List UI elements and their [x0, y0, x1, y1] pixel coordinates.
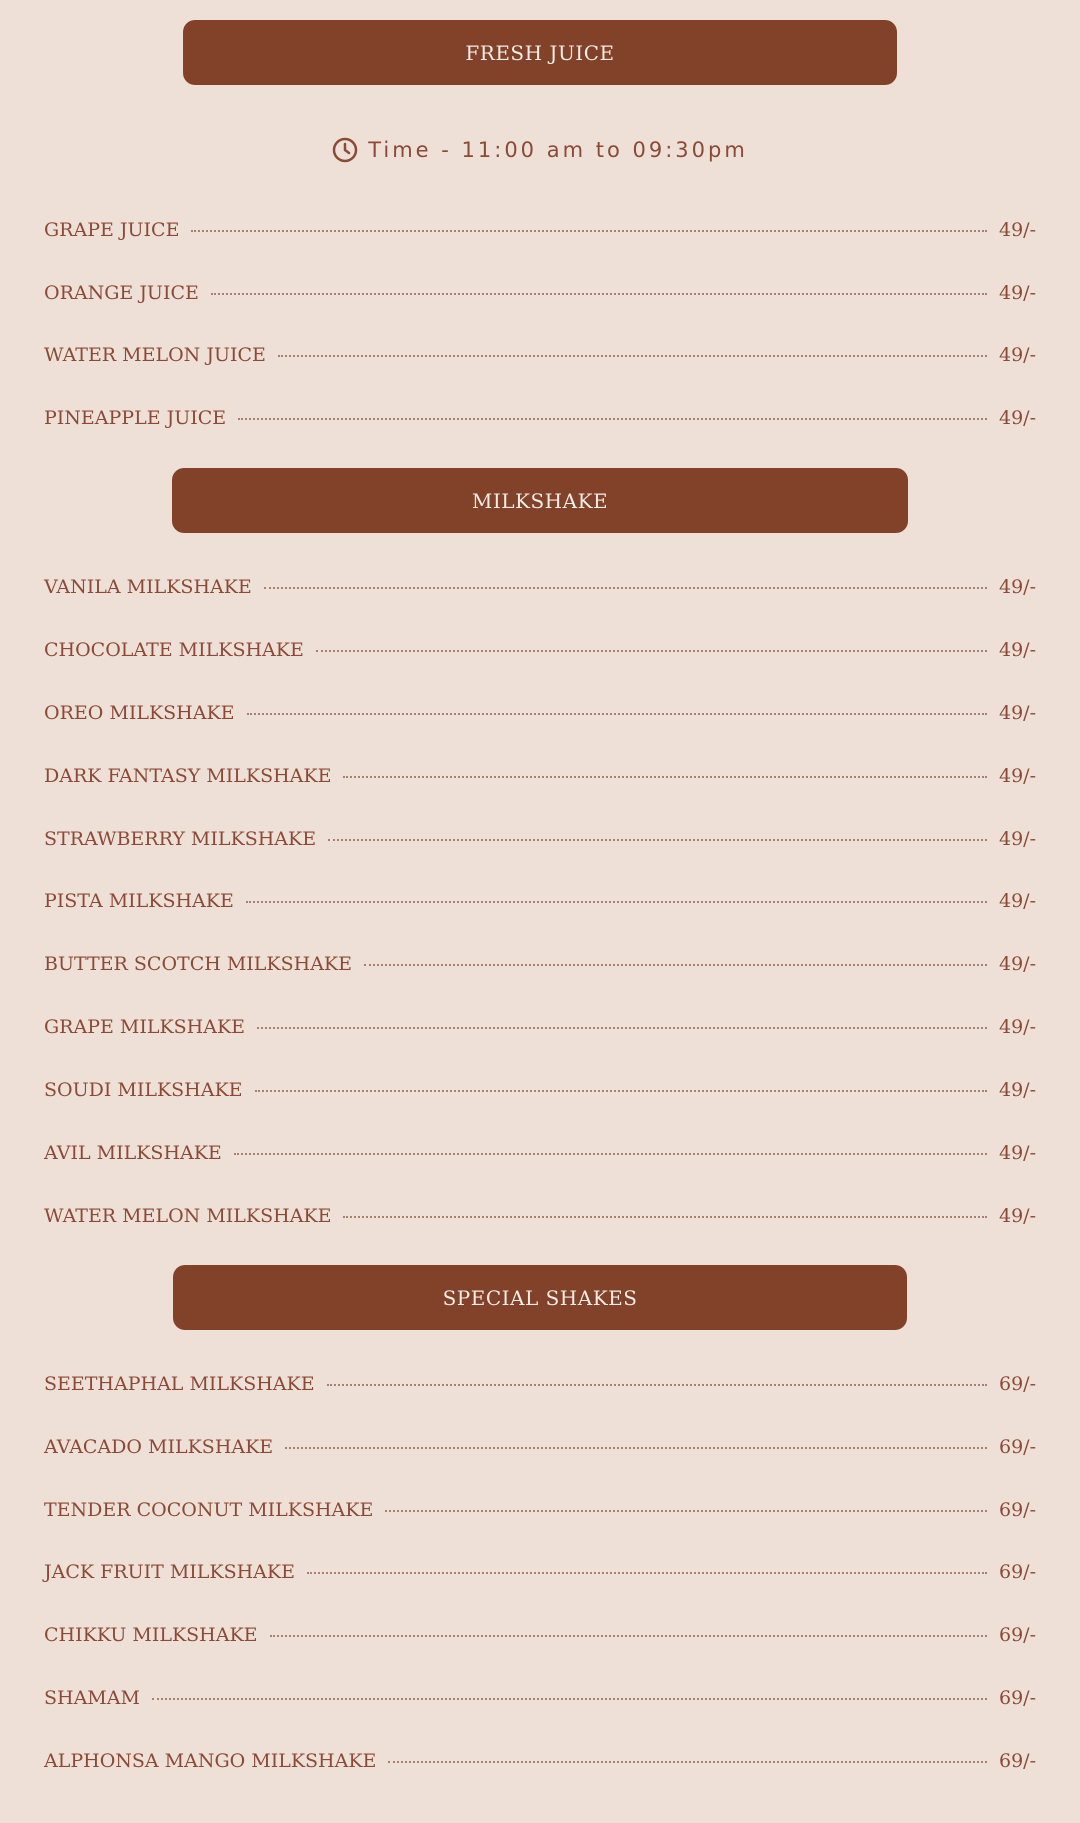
item-price: 49/- — [999, 765, 1036, 787]
item-name: GRAPE JUICE — [44, 219, 180, 241]
dotted-leader — [364, 964, 987, 966]
menu-item[interactable] — [44, 572, 1036, 602]
item-price: 49/- — [999, 1079, 1036, 1101]
dotted-leader — [285, 1447, 987, 1449]
dotted-leader — [328, 839, 987, 841]
item-name: SOUDI MILKSHAKE — [44, 1079, 243, 1101]
item-price: 69/- — [999, 1499, 1036, 1521]
item-price: 49/- — [999, 702, 1036, 724]
item-name: WATER MELON MILKSHAKE — [44, 1205, 332, 1227]
section-header-milkshake — [172, 468, 908, 533]
section-title: MILKSHAKE — [471, 488, 609, 513]
menu-item[interactable] — [44, 635, 1036, 665]
menu-item[interactable] — [44, 1620, 1036, 1650]
item-price: 49/- — [999, 344, 1036, 366]
item-price: 49/- — [999, 219, 1036, 241]
dotted-leader — [257, 1027, 987, 1029]
item-name: SHAMAM — [44, 1687, 140, 1709]
menu-item[interactable] — [44, 340, 1036, 370]
dotted-leader — [238, 418, 987, 420]
menu-item[interactable] — [44, 1201, 1036, 1231]
item-price: 69/- — [999, 1436, 1036, 1458]
menu-item[interactable] — [44, 1138, 1036, 1168]
section-title: FRESH JUICE — [465, 40, 615, 65]
section-header-fresh-juice — [183, 20, 897, 85]
menu-item[interactable] — [44, 278, 1036, 308]
item-price: 49/- — [999, 953, 1036, 975]
dotted-leader — [264, 587, 987, 589]
dotted-leader — [246, 901, 987, 903]
item-name: CHOCOLATE MILKSHAKE — [44, 639, 304, 661]
item-price: 49/- — [999, 576, 1036, 598]
item-price: 49/- — [999, 1205, 1036, 1227]
item-name: AVACADO MILKSHAKE — [44, 1436, 274, 1458]
item-name: SEETHAPHAL MILKSHAKE — [44, 1373, 315, 1395]
dotted-leader — [191, 230, 987, 232]
item-name: JACK FRUIT MILKSHAKE — [44, 1561, 295, 1583]
menu-item[interactable] — [44, 1495, 1036, 1525]
dotted-leader — [247, 713, 987, 715]
item-price: 49/- — [999, 407, 1036, 429]
item-price: 49/- — [999, 639, 1036, 661]
menu-item[interactable] — [44, 949, 1036, 979]
dotted-leader — [278, 355, 987, 357]
item-name: AVIL MILKSHAKE — [44, 1142, 222, 1164]
item-name: WATER MELON JUICE — [44, 344, 266, 366]
dotted-leader — [343, 1216, 987, 1218]
section-title: SPECIAL SHAKES — [442, 1285, 638, 1310]
item-name: PINEAPPLE JUICE — [44, 407, 227, 429]
menu-item[interactable] — [44, 886, 1036, 916]
menu-item[interactable] — [44, 1557, 1036, 1587]
dotted-leader — [385, 1510, 987, 1512]
item-price: 49/- — [999, 828, 1036, 850]
item-name: GRAPE MILKSHAKE — [44, 1016, 246, 1038]
item-name: ORANGE JUICE — [44, 282, 199, 304]
menu-item[interactable] — [44, 1075, 1036, 1105]
dotted-leader — [316, 650, 987, 652]
dotted-leader — [388, 1761, 987, 1763]
menu-item[interactable] — [44, 1746, 1036, 1776]
menu-item[interactable] — [44, 761, 1036, 791]
dotted-leader — [211, 293, 987, 295]
item-price: 69/- — [999, 1373, 1036, 1395]
dotted-leader — [152, 1698, 987, 1700]
item-price: 69/- — [999, 1561, 1036, 1583]
item-price: 49/- — [999, 890, 1036, 912]
opening-hours — [0, 132, 1080, 168]
clock-icon — [332, 137, 358, 163]
item-price: 69/- — [999, 1624, 1036, 1646]
item-name: ALPHONSA MANGO MILKSHAKE — [44, 1750, 377, 1772]
dotted-leader — [270, 1635, 987, 1637]
opening-hours-text: Time - 11:00 am to 09:30pm — [368, 138, 748, 162]
menu-item[interactable] — [44, 698, 1036, 728]
dotted-leader — [327, 1384, 987, 1386]
item-price: 49/- — [999, 282, 1036, 304]
item-name: STRAWBERRY MILKSHAKE — [44, 828, 317, 850]
dotted-leader — [343, 776, 987, 778]
item-price: 69/- — [999, 1687, 1036, 1709]
menu-item[interactable] — [44, 403, 1036, 433]
menu-item[interactable] — [44, 1432, 1036, 1462]
menu-item[interactable] — [44, 1369, 1036, 1399]
section-header-special-shakes — [173, 1265, 907, 1330]
item-name: BUTTER SCOTCH MILKSHAKE — [44, 953, 352, 975]
menu-item[interactable] — [44, 215, 1036, 245]
item-name: VANILA MILKSHAKE — [44, 576, 252, 598]
menu-item[interactable] — [44, 824, 1036, 854]
item-name: OREO MILKSHAKE — [44, 702, 235, 724]
item-price: 49/- — [999, 1142, 1036, 1164]
item-name: DARK FANTASY MILKSHAKE — [44, 765, 332, 787]
dotted-leader — [307, 1572, 987, 1574]
item-name: PISTA MILKSHAKE — [44, 890, 234, 912]
menu-item[interactable] — [44, 1683, 1036, 1713]
item-name: CHIKKU MILKSHAKE — [44, 1624, 258, 1646]
dotted-leader — [255, 1090, 987, 1092]
item-name: TENDER COCONUT MILKSHAKE — [44, 1499, 374, 1521]
menu-item[interactable] — [44, 1012, 1036, 1042]
item-price: 69/- — [999, 1750, 1036, 1772]
dotted-leader — [234, 1153, 987, 1155]
item-price: 49/- — [999, 1016, 1036, 1038]
